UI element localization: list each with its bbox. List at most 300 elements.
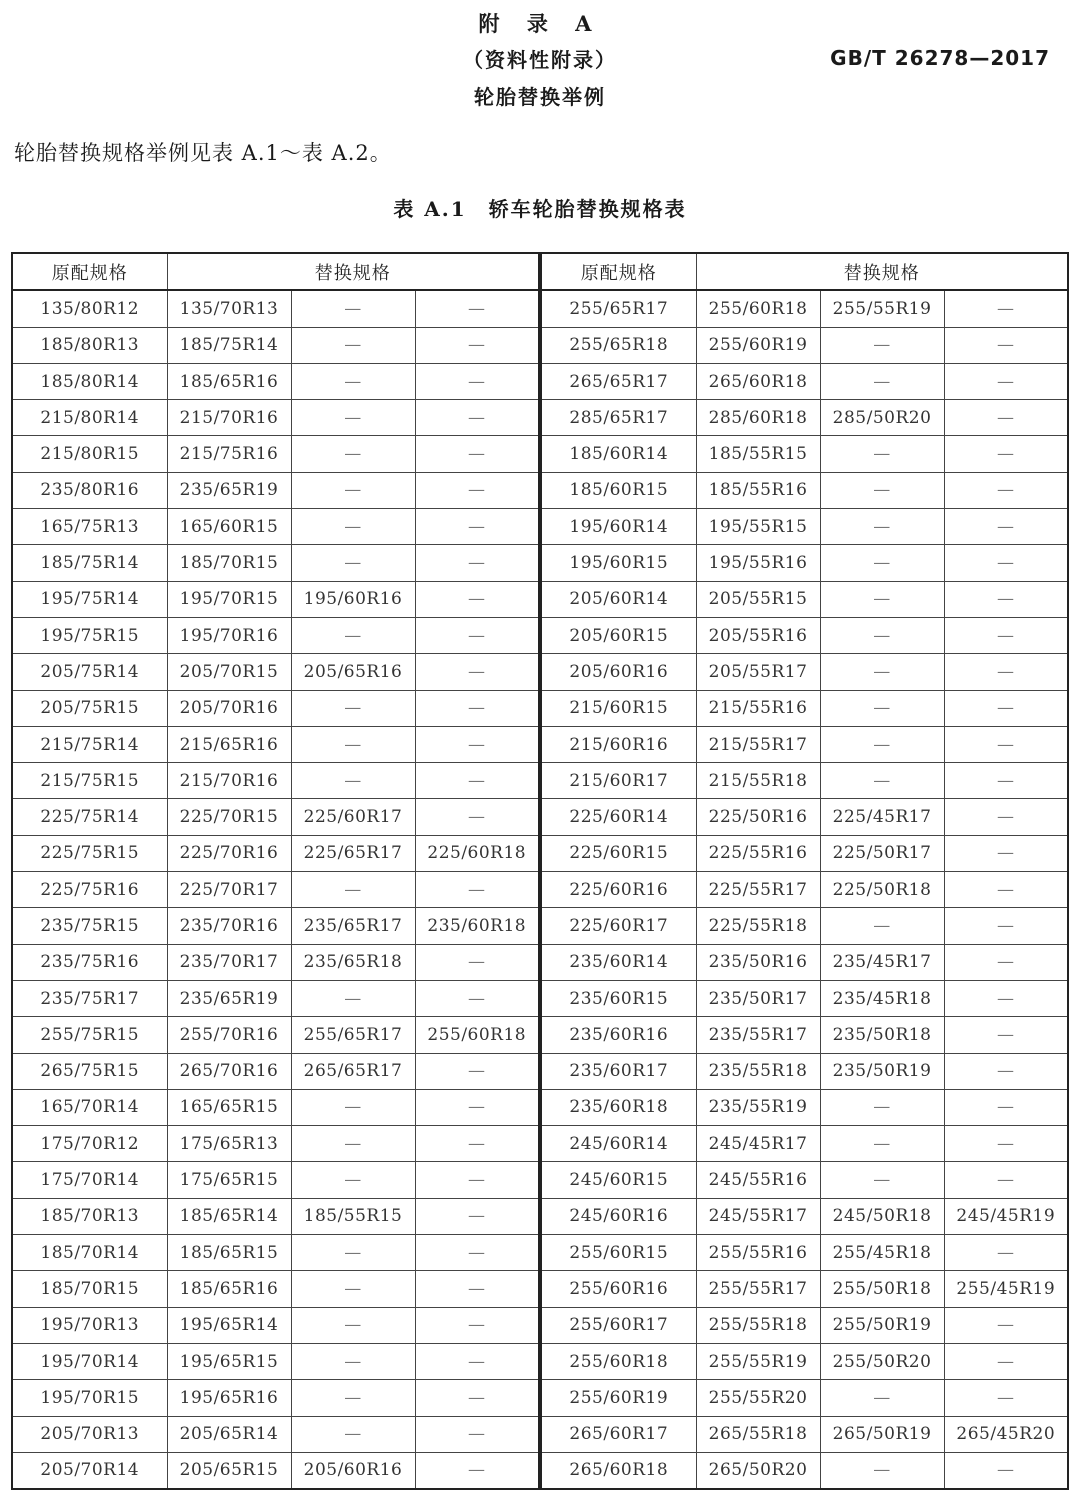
original-spec-cell: 255/60R15 xyxy=(541,1235,696,1271)
replacement-spec-cell: 225/60R18 xyxy=(415,835,539,871)
original-spec-cell: 205/70R13 xyxy=(12,1416,167,1452)
replacement-spec-cell: 225/55R18 xyxy=(696,908,820,944)
replacement-spec-cell: — xyxy=(415,436,539,472)
table-row xyxy=(12,509,1068,545)
original-spec-cell: 195/75R15 xyxy=(12,617,167,653)
original-spec-cell: 195/60R14 xyxy=(541,509,696,545)
replacement-spec-cell: — xyxy=(291,1380,415,1416)
replacement-spec-cell: — xyxy=(820,327,944,363)
replacement-spec-cell: — xyxy=(291,509,415,545)
replacement-spec-cell: 255/65R17 xyxy=(291,1017,415,1053)
table-row xyxy=(12,1162,1068,1198)
original-spec-cell: 175/70R12 xyxy=(12,1126,167,1162)
replacement-spec-cell: 255/45R19 xyxy=(944,1271,1068,1307)
replacement-spec-cell: 185/55R16 xyxy=(696,472,820,508)
replacement-spec-cell: — xyxy=(415,363,539,399)
replacement-spec-cell: — xyxy=(415,1126,539,1162)
replacement-spec-cell: 235/45R18 xyxy=(820,980,944,1016)
replacement-spec-cell: — xyxy=(944,1380,1068,1416)
replacement-spec-cell: 235/45R17 xyxy=(820,944,944,980)
replacement-spec-cell: — xyxy=(415,1162,539,1198)
original-spec-cell: 185/60R15 xyxy=(541,472,696,508)
original-spec-cell: 225/60R15 xyxy=(541,835,696,871)
replacement-spec-cell: — xyxy=(820,908,944,944)
replacement-spec-cell: — xyxy=(291,1307,415,1343)
replacement-spec-cell: 165/60R15 xyxy=(167,509,291,545)
original-spec-cell: 195/60R15 xyxy=(541,545,696,581)
replacement-spec-cell: 255/50R18 xyxy=(820,1271,944,1307)
replacement-spec-cell: — xyxy=(291,1416,415,1452)
replacement-spec-cell: — xyxy=(820,1162,944,1198)
replacement-spec-cell: — xyxy=(944,509,1068,545)
replacement-spec-cell: 255/55R19 xyxy=(696,1343,820,1379)
original-spec-cell: 175/70R14 xyxy=(12,1162,167,1198)
replacement-spec-cell: — xyxy=(944,1017,1068,1053)
original-spec-cell: 185/80R14 xyxy=(12,363,167,399)
replacement-spec-cell: 265/45R20 xyxy=(944,1416,1068,1452)
replacement-spec-cell: 265/60R18 xyxy=(696,363,820,399)
replacement-spec-cell: — xyxy=(291,363,415,399)
replacement-spec-cell: 215/70R16 xyxy=(167,763,291,799)
replacement-spec-cell: — xyxy=(415,1089,539,1125)
replacement-spec-cell: — xyxy=(820,726,944,762)
replacement-spec-cell: 195/65R16 xyxy=(167,1380,291,1416)
table-row xyxy=(12,1343,1068,1379)
replacement-spec-cell: — xyxy=(415,799,539,835)
replacement-spec-cell: 285/50R20 xyxy=(820,400,944,436)
original-spec-cell: 215/60R15 xyxy=(541,690,696,726)
original-spec-cell: 255/65R17 xyxy=(541,290,696,327)
replacement-spec-cell: — xyxy=(415,1452,539,1489)
replacement-spec-cell: — xyxy=(415,726,539,762)
replacement-spec-cell: 255/60R18 xyxy=(696,290,820,327)
replacement-spec-cell: 195/70R16 xyxy=(167,617,291,653)
table-body xyxy=(12,290,1068,1489)
replacement-spec-cell: 265/65R17 xyxy=(291,1053,415,1089)
original-spec-cell: 185/70R14 xyxy=(12,1235,167,1271)
replacement-spec-cell: — xyxy=(415,327,539,363)
replacement-spec-cell: — xyxy=(820,1089,944,1125)
replacement-spec-cell: 205/70R15 xyxy=(167,654,291,690)
original-spec-cell: 255/60R16 xyxy=(541,1271,696,1307)
table-row xyxy=(12,1053,1068,1089)
replacement-spec-cell: — xyxy=(291,400,415,436)
table-row xyxy=(12,908,1068,944)
original-spec-cell: 215/75R14 xyxy=(12,726,167,762)
replacement-spec-cell: 245/45R17 xyxy=(696,1126,820,1162)
replacement-spec-cell: — xyxy=(944,1452,1068,1489)
replacement-spec-cell: 195/60R16 xyxy=(291,581,415,617)
replacement-spec-cell: — xyxy=(291,1235,415,1271)
replacement-spec-cell: 195/65R14 xyxy=(167,1307,291,1343)
original-spec-cell: 265/60R18 xyxy=(541,1452,696,1489)
replacement-spec-cell: 245/45R19 xyxy=(944,1198,1068,1234)
replacement-spec-cell: 265/70R16 xyxy=(167,1053,291,1089)
replacement-spec-cell: — xyxy=(415,472,539,508)
replacement-spec-cell: — xyxy=(820,1452,944,1489)
table-row xyxy=(12,472,1068,508)
original-spec-cell: 225/60R17 xyxy=(541,908,696,944)
original-spec-cell: 185/60R14 xyxy=(541,436,696,472)
replacement-spec-cell: 195/65R15 xyxy=(167,1343,291,1379)
replacement-spec-cell: — xyxy=(944,1307,1068,1343)
table-row xyxy=(12,835,1068,871)
replacement-spec-cell: 185/75R14 xyxy=(167,327,291,363)
replacement-spec-cell: — xyxy=(944,436,1068,472)
replacement-spec-cell: — xyxy=(944,944,1068,980)
replacement-spec-cell: — xyxy=(415,400,539,436)
original-spec-cell: 235/60R16 xyxy=(541,1017,696,1053)
table-row xyxy=(12,581,1068,617)
original-spec-cell: 195/70R14 xyxy=(12,1343,167,1379)
replacement-spec-cell: 235/55R18 xyxy=(696,1053,820,1089)
original-spec-cell: 215/60R17 xyxy=(541,763,696,799)
replacement-spec-cell: 175/65R15 xyxy=(167,1162,291,1198)
original-spec-cell: 235/60R14 xyxy=(541,944,696,980)
original-spec-cell: 235/80R16 xyxy=(12,472,167,508)
replacement-spec-cell: — xyxy=(944,327,1068,363)
replacement-spec-cell: — xyxy=(944,1089,1068,1125)
table-header-row xyxy=(12,253,1068,290)
replacement-spec-cell: 225/70R17 xyxy=(167,872,291,908)
replacement-spec-cell: 205/65R14 xyxy=(167,1416,291,1452)
header-replacement-right: 替换规格 xyxy=(696,253,1068,290)
original-spec-cell: 245/60R14 xyxy=(541,1126,696,1162)
table-row xyxy=(12,617,1068,653)
original-spec-cell: 205/70R14 xyxy=(12,1452,167,1489)
original-spec-cell: 205/60R14 xyxy=(541,581,696,617)
replacement-spec-cell: — xyxy=(944,980,1068,1016)
original-spec-cell: 255/60R18 xyxy=(541,1343,696,1379)
replacement-spec-cell: 225/65R17 xyxy=(291,835,415,871)
original-spec-cell: 285/65R17 xyxy=(541,400,696,436)
original-spec-cell: 195/70R13 xyxy=(12,1307,167,1343)
replacement-spec-cell: 255/60R18 xyxy=(415,1017,539,1053)
replacement-spec-cell: — xyxy=(291,872,415,908)
replacement-spec-cell: — xyxy=(415,581,539,617)
table-title: 表 A.1 轿车轮胎替换规格表 xyxy=(393,197,687,221)
replacement-spec-cell: 185/55R15 xyxy=(696,436,820,472)
replacement-spec-cell: 255/70R16 xyxy=(167,1017,291,1053)
original-spec-cell: 255/60R19 xyxy=(541,1380,696,1416)
original-spec-cell: 235/75R15 xyxy=(12,908,167,944)
replacement-spec-cell: — xyxy=(944,545,1068,581)
replacement-spec-cell: 225/55R17 xyxy=(696,872,820,908)
replacement-spec-cell: 245/55R16 xyxy=(696,1162,820,1198)
replacement-spec-cell: 205/65R15 xyxy=(167,1452,291,1489)
replacement-spec-cell: 265/50R19 xyxy=(820,1416,944,1452)
replacement-spec-cell: 205/65R16 xyxy=(291,654,415,690)
replacement-spec-cell: 245/50R18 xyxy=(820,1198,944,1234)
original-spec-cell: 205/60R15 xyxy=(541,617,696,653)
original-spec-cell: 265/60R17 xyxy=(541,1416,696,1452)
replacement-spec-cell: — xyxy=(820,545,944,581)
original-spec-cell: 195/70R15 xyxy=(12,1380,167,1416)
table-row xyxy=(12,363,1068,399)
replacement-spec-cell: — xyxy=(415,1271,539,1307)
replacement-spec-cell: 215/55R16 xyxy=(696,690,820,726)
original-spec-cell: 225/60R16 xyxy=(541,872,696,908)
table-row xyxy=(12,690,1068,726)
replacement-spec-cell: 225/55R16 xyxy=(696,835,820,871)
replacement-spec-cell: — xyxy=(820,1380,944,1416)
replacement-spec-cell: 265/55R18 xyxy=(696,1416,820,1452)
replacement-spec-cell: 185/55R15 xyxy=(291,1198,415,1234)
header-replacement-left: 替换规格 xyxy=(167,253,539,290)
replacement-spec-cell: 175/65R13 xyxy=(167,1126,291,1162)
replacement-spec-cell: 235/50R16 xyxy=(696,944,820,980)
original-spec-cell: 215/80R14 xyxy=(12,400,167,436)
replacement-spec-cell: — xyxy=(944,400,1068,436)
replacement-spec-cell: — xyxy=(944,799,1068,835)
replacement-spec-cell: — xyxy=(944,1343,1068,1379)
replacement-spec-cell: 185/65R14 xyxy=(167,1198,291,1234)
replacement-spec-cell: — xyxy=(415,944,539,980)
replacement-spec-cell: 255/55R20 xyxy=(696,1380,820,1416)
replacement-spec-cell: — xyxy=(291,1126,415,1162)
replacement-spec-cell: — xyxy=(415,980,539,1016)
table-row xyxy=(12,1271,1068,1307)
header-original-right: 原配规格 xyxy=(541,253,696,290)
replacement-spec-cell: 285/60R18 xyxy=(696,400,820,436)
replacement-spec-cell: — xyxy=(415,690,539,726)
table-row xyxy=(12,327,1068,363)
original-spec-cell: 215/60R16 xyxy=(541,726,696,762)
replacement-spec-cell: — xyxy=(820,363,944,399)
original-spec-cell: 245/60R15 xyxy=(541,1162,696,1198)
replacement-spec-cell: 255/55R19 xyxy=(820,290,944,327)
original-spec-cell: 185/70R13 xyxy=(12,1198,167,1234)
replacement-spec-cell: — xyxy=(415,1380,539,1416)
replacement-spec-cell: 225/60R17 xyxy=(291,799,415,835)
replacement-spec-cell: — xyxy=(291,1089,415,1125)
replacement-spec-cell: — xyxy=(291,763,415,799)
replacement-spec-cell: — xyxy=(291,545,415,581)
replacement-spec-cell: 225/50R17 xyxy=(820,835,944,871)
table-row xyxy=(12,799,1068,835)
replacement-spec-cell: — xyxy=(820,617,944,653)
replacement-spec-cell: 185/65R16 xyxy=(167,1271,291,1307)
table-row xyxy=(12,654,1068,690)
original-spec-cell: 165/70R14 xyxy=(12,1089,167,1125)
table-row xyxy=(12,872,1068,908)
replacement-spec-cell: 255/45R18 xyxy=(820,1235,944,1271)
replacement-spec-cell: — xyxy=(820,1126,944,1162)
replacement-spec-cell: — xyxy=(291,472,415,508)
replacement-spec-cell: 185/70R15 xyxy=(167,545,291,581)
replacement-spec-cell: — xyxy=(415,1307,539,1343)
replacement-spec-cell: — xyxy=(944,726,1068,762)
replacement-spec-cell: — xyxy=(820,690,944,726)
replacement-spec-cell: 205/55R17 xyxy=(696,654,820,690)
table-row xyxy=(12,944,1068,980)
replacement-spec-cell: — xyxy=(415,617,539,653)
table-row xyxy=(12,1235,1068,1271)
replacement-spec-cell: 205/60R16 xyxy=(291,1452,415,1489)
replacement-spec-cell: — xyxy=(291,290,415,327)
replacement-spec-cell: 165/65R15 xyxy=(167,1089,291,1125)
original-spec-cell: 235/60R15 xyxy=(541,980,696,1016)
replacement-spec-cell: — xyxy=(291,980,415,1016)
intro-paragraph: 轮胎替换规格举例见表 A.1～表 A.2。 xyxy=(14,141,392,165)
replacement-spec-cell: 255/55R18 xyxy=(696,1307,820,1343)
replacement-spec-cell: 195/55R15 xyxy=(696,509,820,545)
header-original-left: 原配规格 xyxy=(12,253,167,290)
original-spec-cell: 255/65R18 xyxy=(541,327,696,363)
replacement-spec-cell: — xyxy=(415,654,539,690)
table-row xyxy=(12,1198,1068,1234)
replacement-spec-cell: — xyxy=(291,617,415,653)
replacement-spec-cell: 235/50R18 xyxy=(820,1017,944,1053)
replacement-spec-cell: — xyxy=(415,1053,539,1089)
replacement-spec-cell: 215/55R18 xyxy=(696,763,820,799)
replacement-spec-cell: — xyxy=(415,545,539,581)
replacement-spec-cell: — xyxy=(415,872,539,908)
replacement-spec-cell: — xyxy=(944,472,1068,508)
replacement-spec-cell: 255/55R16 xyxy=(696,1235,820,1271)
replacement-spec-cell: — xyxy=(944,1162,1068,1198)
replacement-spec-cell: — xyxy=(944,290,1068,327)
tire-replacement-table-container xyxy=(11,252,1068,1490)
original-spec-cell: 225/60R14 xyxy=(541,799,696,835)
replacement-spec-cell: 225/50R18 xyxy=(820,872,944,908)
replacement-spec-cell: — xyxy=(291,436,415,472)
replacement-spec-cell: — xyxy=(291,726,415,762)
replacement-spec-cell: 205/55R16 xyxy=(696,617,820,653)
replacement-spec-cell: 235/65R17 xyxy=(291,908,415,944)
original-spec-cell: 185/70R15 xyxy=(12,1271,167,1307)
table-row xyxy=(12,400,1068,436)
replacement-spec-cell: — xyxy=(415,1343,539,1379)
table-row xyxy=(12,290,1068,327)
replacement-spec-cell: 265/50R20 xyxy=(696,1452,820,1489)
replacement-spec-cell: 235/70R16 xyxy=(167,908,291,944)
original-spec-cell: 235/60R18 xyxy=(541,1089,696,1125)
replacement-spec-cell: 235/55R17 xyxy=(696,1017,820,1053)
replacement-spec-cell: 255/60R19 xyxy=(696,327,820,363)
replacement-spec-cell: 235/70R17 xyxy=(167,944,291,980)
replacement-spec-cell: 235/50R17 xyxy=(696,980,820,1016)
annex-name: 轮胎替换举例 xyxy=(474,85,606,109)
original-spec-cell: 185/80R13 xyxy=(12,327,167,363)
replacement-spec-cell: 225/70R16 xyxy=(167,835,291,871)
original-spec-cell: 195/75R14 xyxy=(12,581,167,617)
replacement-spec-cell: — xyxy=(944,872,1068,908)
replacement-spec-cell: 215/65R16 xyxy=(167,726,291,762)
replacement-spec-cell: — xyxy=(944,763,1068,799)
replacement-spec-cell: — xyxy=(944,690,1068,726)
replacement-spec-cell: 235/65R19 xyxy=(167,980,291,1016)
replacement-spec-cell: — xyxy=(415,763,539,799)
original-spec-cell: 185/75R14 xyxy=(12,545,167,581)
table-row xyxy=(12,1452,1068,1489)
replacement-spec-cell: — xyxy=(820,581,944,617)
replacement-spec-cell: 135/70R13 xyxy=(167,290,291,327)
original-spec-cell: 165/75R13 xyxy=(12,509,167,545)
original-spec-cell: 225/75R14 xyxy=(12,799,167,835)
original-spec-cell: 225/75R16 xyxy=(12,872,167,908)
original-spec-cell: 245/60R16 xyxy=(541,1198,696,1234)
replacement-spec-cell: — xyxy=(944,581,1068,617)
replacement-spec-cell: 185/65R15 xyxy=(167,1235,291,1271)
replacement-spec-cell: 185/65R16 xyxy=(167,363,291,399)
replacement-spec-cell: 225/50R16 xyxy=(696,799,820,835)
replacement-spec-cell: 215/75R16 xyxy=(167,436,291,472)
replacement-spec-cell: — xyxy=(944,363,1068,399)
replacement-spec-cell: — xyxy=(415,1235,539,1271)
original-spec-cell: 235/75R17 xyxy=(12,980,167,1016)
replacement-spec-cell: 235/65R18 xyxy=(291,944,415,980)
replacement-spec-cell: 235/60R18 xyxy=(415,908,539,944)
original-spec-cell: 215/75R15 xyxy=(12,763,167,799)
replacement-spec-cell: — xyxy=(944,1053,1068,1089)
replacement-spec-cell: — xyxy=(820,654,944,690)
original-spec-cell: 225/75R15 xyxy=(12,835,167,871)
replacement-spec-cell: 255/50R19 xyxy=(820,1307,944,1343)
replacement-spec-cell: — xyxy=(291,690,415,726)
table-row xyxy=(12,545,1068,581)
replacement-spec-cell: — xyxy=(820,763,944,799)
replacement-spec-cell: 195/55R16 xyxy=(696,545,820,581)
table-row xyxy=(12,1416,1068,1452)
replacement-spec-cell: 205/55R15 xyxy=(696,581,820,617)
replacement-spec-cell: — xyxy=(944,617,1068,653)
replacement-spec-cell: — xyxy=(820,472,944,508)
annex-title: 附 录 A xyxy=(478,11,602,36)
replacement-spec-cell: — xyxy=(944,1126,1068,1162)
replacement-spec-cell: 225/45R17 xyxy=(820,799,944,835)
replacement-spec-cell: — xyxy=(944,1235,1068,1271)
replacement-spec-cell: 235/50R19 xyxy=(820,1053,944,1089)
replacement-spec-cell: 235/55R19 xyxy=(696,1089,820,1125)
replacement-spec-cell: 255/55R17 xyxy=(696,1271,820,1307)
replacement-spec-cell: — xyxy=(944,908,1068,944)
original-spec-cell: 235/75R16 xyxy=(12,944,167,980)
replacement-spec-cell: — xyxy=(291,327,415,363)
replacement-spec-cell: 225/70R15 xyxy=(167,799,291,835)
original-spec-cell: 135/80R12 xyxy=(12,290,167,327)
table-row xyxy=(12,1126,1068,1162)
table-row xyxy=(12,980,1068,1016)
replacement-spec-cell: — xyxy=(415,1416,539,1452)
replacement-spec-cell: — xyxy=(944,654,1068,690)
replacement-spec-cell: 195/70R15 xyxy=(167,581,291,617)
table-row xyxy=(12,436,1068,472)
original-spec-cell: 205/75R15 xyxy=(12,690,167,726)
table-row xyxy=(12,1380,1068,1416)
replacement-spec-cell: — xyxy=(820,436,944,472)
replacement-spec-cell: — xyxy=(415,1198,539,1234)
original-spec-cell: 265/75R15 xyxy=(12,1053,167,1089)
table-row xyxy=(12,1307,1068,1343)
replacement-spec-cell: 215/55R17 xyxy=(696,726,820,762)
replacement-spec-cell: — xyxy=(415,509,539,545)
original-spec-cell: 255/75R15 xyxy=(12,1017,167,1053)
replacement-spec-cell: 245/55R17 xyxy=(696,1198,820,1234)
table-row xyxy=(12,1017,1068,1053)
table-row xyxy=(12,1089,1068,1125)
replacement-spec-cell: 235/65R19 xyxy=(167,472,291,508)
original-spec-cell: 215/80R15 xyxy=(12,436,167,472)
original-spec-cell: 205/60R16 xyxy=(541,654,696,690)
replacement-spec-cell: 215/70R16 xyxy=(167,400,291,436)
tire-replacement-table xyxy=(11,252,1069,1490)
replacement-spec-cell: — xyxy=(291,1271,415,1307)
replacement-spec-cell: 255/50R20 xyxy=(820,1343,944,1379)
table-row xyxy=(12,726,1068,762)
original-spec-cell: 265/65R17 xyxy=(541,363,696,399)
replacement-spec-cell: — xyxy=(291,1162,415,1198)
